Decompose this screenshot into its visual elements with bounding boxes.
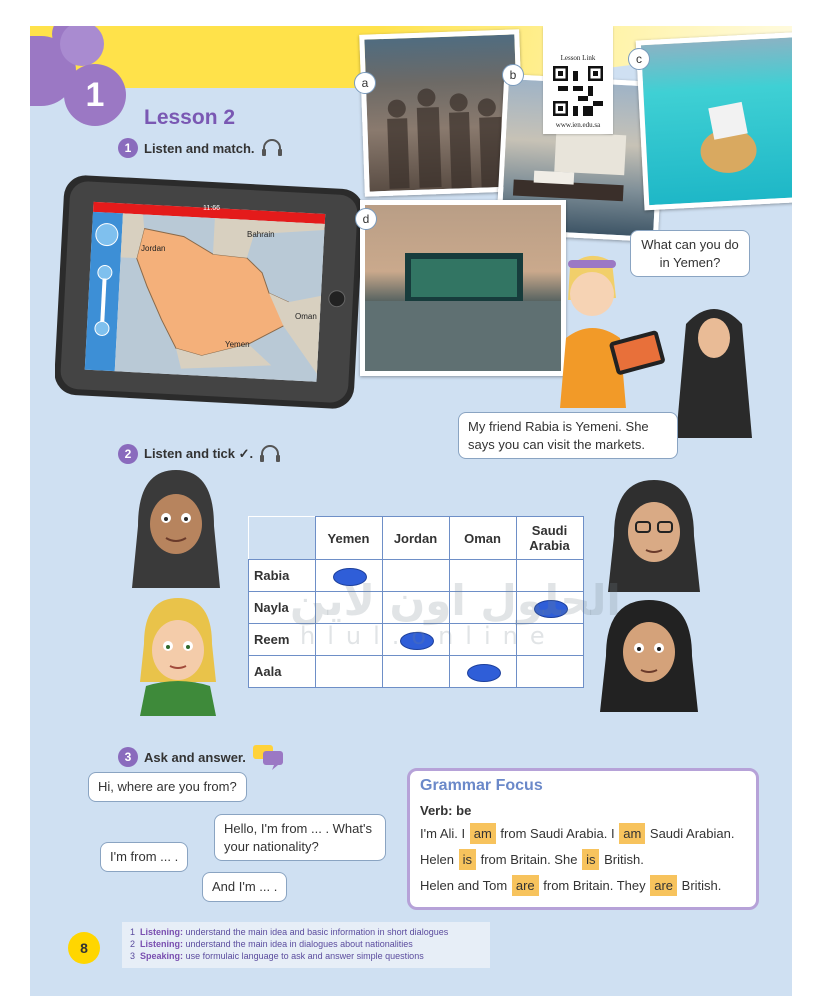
exercise-number: 1 [118, 138, 138, 158]
exercise-number: 2 [118, 444, 138, 464]
objective-item [130, 950, 482, 962]
column-header: Yemen [315, 517, 382, 560]
grammar-line-1 [420, 823, 734, 844]
row-name: Aala [249, 656, 316, 688]
grammar-text: from Britain. She [480, 852, 578, 867]
tick-cell[interactable] [382, 656, 449, 688]
objective-item [130, 926, 482, 938]
watermark-arabic: الحلول اون لاين [290, 576, 621, 625]
woman-in-hijab [670, 294, 760, 438]
grammar-text: from Saudi Arabia. I [500, 826, 615, 841]
grammar-text: I'm Ali. I [420, 826, 466, 841]
page-number: 8 [68, 932, 100, 964]
map-label-jordan: Jordan [141, 244, 166, 253]
column-header: Saudi Arabia [516, 517, 583, 560]
corner-cell [249, 517, 316, 560]
objective-number: 3 [130, 951, 136, 962]
grammar-focus-box [407, 768, 759, 910]
face-rabia [128, 466, 224, 588]
objective-text: understand the main idea and basic information in short dialogues [185, 927, 449, 937]
answer-box: are [650, 875, 677, 896]
map-label-yemen: Yemen [225, 340, 250, 349]
map-time: 11:66 [203, 205, 220, 212]
photo-building [360, 200, 566, 376]
map-label-oman: Oman [295, 312, 317, 321]
qr-code-icon[interactable] [553, 66, 603, 116]
answer-box: am [619, 823, 645, 844]
table-row [249, 656, 584, 688]
column-header: Oman [449, 517, 516, 560]
exercise-number: 3 [118, 747, 138, 767]
exercise-2-heading [118, 444, 281, 464]
objectives-box [122, 922, 490, 968]
grammar-text: Helen and Tom [420, 878, 508, 893]
row-name: Nayla [249, 592, 316, 624]
objective-text: understand the main idea in dialogues about nationalities [185, 939, 413, 950]
textbook-page [30, 26, 792, 996]
column-header: Jordan [382, 517, 449, 560]
objective-number: 1 [130, 927, 136, 937]
objective-number: 2 [130, 939, 136, 950]
lesson-link-url[interactable]: www.ien.edu.sa [555, 121, 601, 129]
grammar-text: British. [681, 878, 722, 893]
lesson-link-card[interactable] [543, 26, 613, 134]
tick-mark [467, 664, 501, 682]
speech-bubbles-icon [252, 744, 286, 770]
grammar-title: Grammar Focus [420, 777, 543, 794]
ask-bubble-4: And I'm ... . [202, 872, 287, 902]
tick-cell[interactable] [516, 656, 583, 688]
tablet-map [55, 172, 363, 412]
grammar-line-3 [420, 875, 721, 896]
tick-cell[interactable] [315, 656, 382, 688]
photo-dead-sea [636, 32, 792, 211]
grammar-text: British. [604, 852, 644, 867]
headphones-icon[interactable] [261, 139, 283, 157]
answer-box: are [512, 875, 539, 896]
grammar-line-2 [420, 849, 644, 870]
photo-tag-c: c [628, 48, 650, 70]
photo-tag-a: a [354, 72, 376, 94]
exercise-3-heading [118, 744, 286, 770]
lesson-title: Lesson 2 [144, 106, 236, 129]
grammar-text: Saudi Arabian. [649, 826, 735, 841]
answer-bubble: My friend Rabia is Yemeni. She says you can visit the markets. [458, 412, 678, 459]
photo-tag-d: d [355, 208, 377, 230]
unit-number: 1 [64, 64, 126, 126]
face-glasses [604, 476, 704, 592]
row-name: Rabia [249, 560, 316, 592]
ask-bubble-3: I'm from ... . [100, 842, 188, 872]
objective-item [130, 938, 482, 950]
grammar-text: from Britain. They [543, 878, 646, 893]
headphones-icon[interactable] [259, 445, 281, 463]
grammar-subtitle: Verb: be [420, 803, 472, 818]
face-blonde-girl [130, 592, 226, 716]
answer-box: is [459, 849, 476, 870]
exercise-instruction: Ask and answer. [144, 749, 246, 765]
ask-bubble-1: Hi, where are you from? [88, 772, 247, 802]
tick-cell[interactable] [449, 656, 516, 688]
ask-bubble-2: Hello, I'm from ... . What's your nationality? [214, 814, 386, 861]
objective-text: use formulaic language to ask and answer simple questions [185, 951, 424, 962]
exercise-1-heading [118, 138, 283, 158]
photo-tag-b: b [502, 64, 524, 86]
watermark-latin: hlul.online [300, 622, 557, 650]
row-name: Reem [249, 624, 316, 656]
objective-skill: Listening: [140, 939, 184, 950]
answer-box: is [582, 849, 599, 870]
answer-box: am [470, 823, 496, 844]
exercise-instruction: Listen and tick ✓. [144, 446, 254, 461]
exercise-instruction: Listen and match. [144, 140, 255, 156]
map-label-bahrain: Bahrain [247, 230, 275, 239]
question-bubble: What can you do in Yemen? [630, 230, 750, 277]
grammar-text: Helen [420, 852, 454, 867]
objective-skill: Speaking: [140, 951, 184, 962]
objective-skill: Listening: [140, 927, 184, 937]
girl-with-tablet [550, 248, 670, 408]
lesson-link-label: Lesson Link [560, 54, 596, 62]
